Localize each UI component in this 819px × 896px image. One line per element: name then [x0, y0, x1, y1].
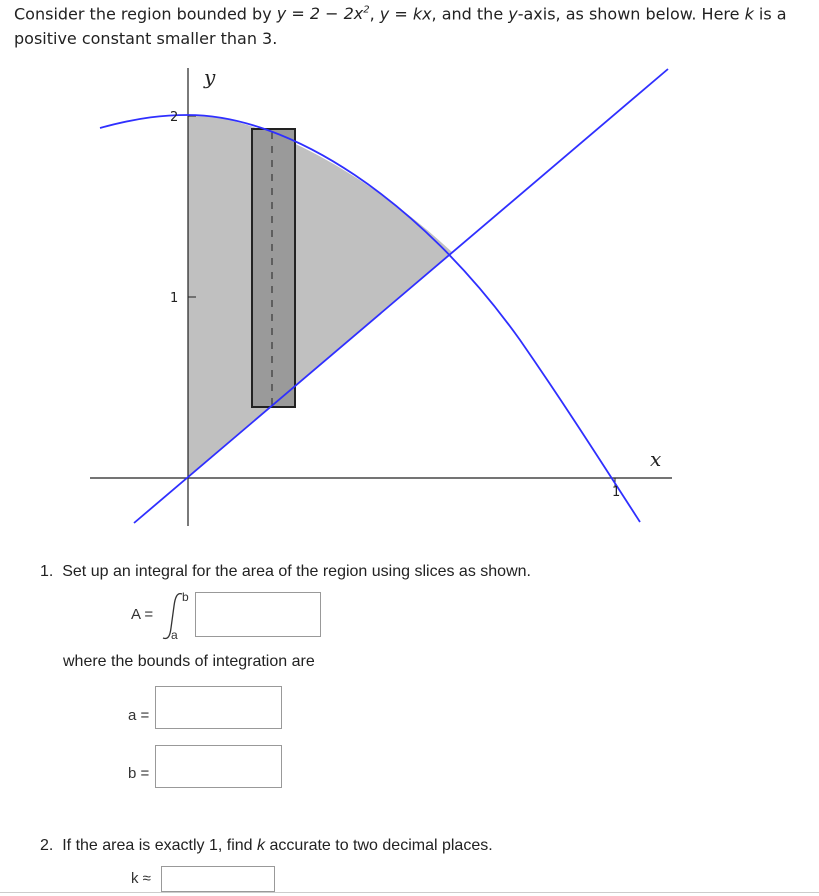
- region-graph: [0, 60, 819, 540]
- equation-line: y = kx: [379, 4, 432, 24]
- problem-statement: Consider the region bounded by $y = 2 - 2x^2$, y = kx, and the y-axis, as shown below. Here k is a positive constant smaller than 3.: [14, 4, 787, 49]
- x-tick-label-1: 1: [612, 485, 621, 500]
- equation-parabola: $y = 2 - 2x^2$: [276, 4, 370, 24]
- bottom-divider: [0, 892, 819, 893]
- integrand-input[interactable]: [195, 592, 321, 637]
- integral-sign-icon: [160, 590, 200, 642]
- k-input[interactable]: [161, 866, 275, 892]
- b-label: b =: [128, 765, 150, 782]
- shaded-region: [188, 115, 452, 478]
- upper-bound-label: b: [182, 590, 189, 604]
- k-label: k ≈: [131, 870, 151, 887]
- question-1: 1. Set up an integral for the area of the region using slices as shown.: [40, 563, 531, 580]
- y-axis-label: y: [204, 65, 216, 89]
- x-axis-label: x: [650, 447, 662, 471]
- lower-bound-label: a: [171, 628, 178, 642]
- slice-rectangle: [252, 129, 295, 407]
- lower-bound-input[interactable]: [155, 686, 282, 729]
- y-tick-label-1: 1: [170, 291, 179, 306]
- y-tick-label-2: 2: [170, 110, 179, 125]
- area-label: A =: [131, 606, 154, 623]
- upper-bound-input[interactable]: [155, 745, 282, 788]
- question-2: 2. If the area is exactly 1, find k accurate to two decimal places.: [40, 837, 493, 854]
- a-label: a =: [128, 707, 150, 724]
- bounds-text: where the bounds of integration are: [63, 653, 315, 670]
